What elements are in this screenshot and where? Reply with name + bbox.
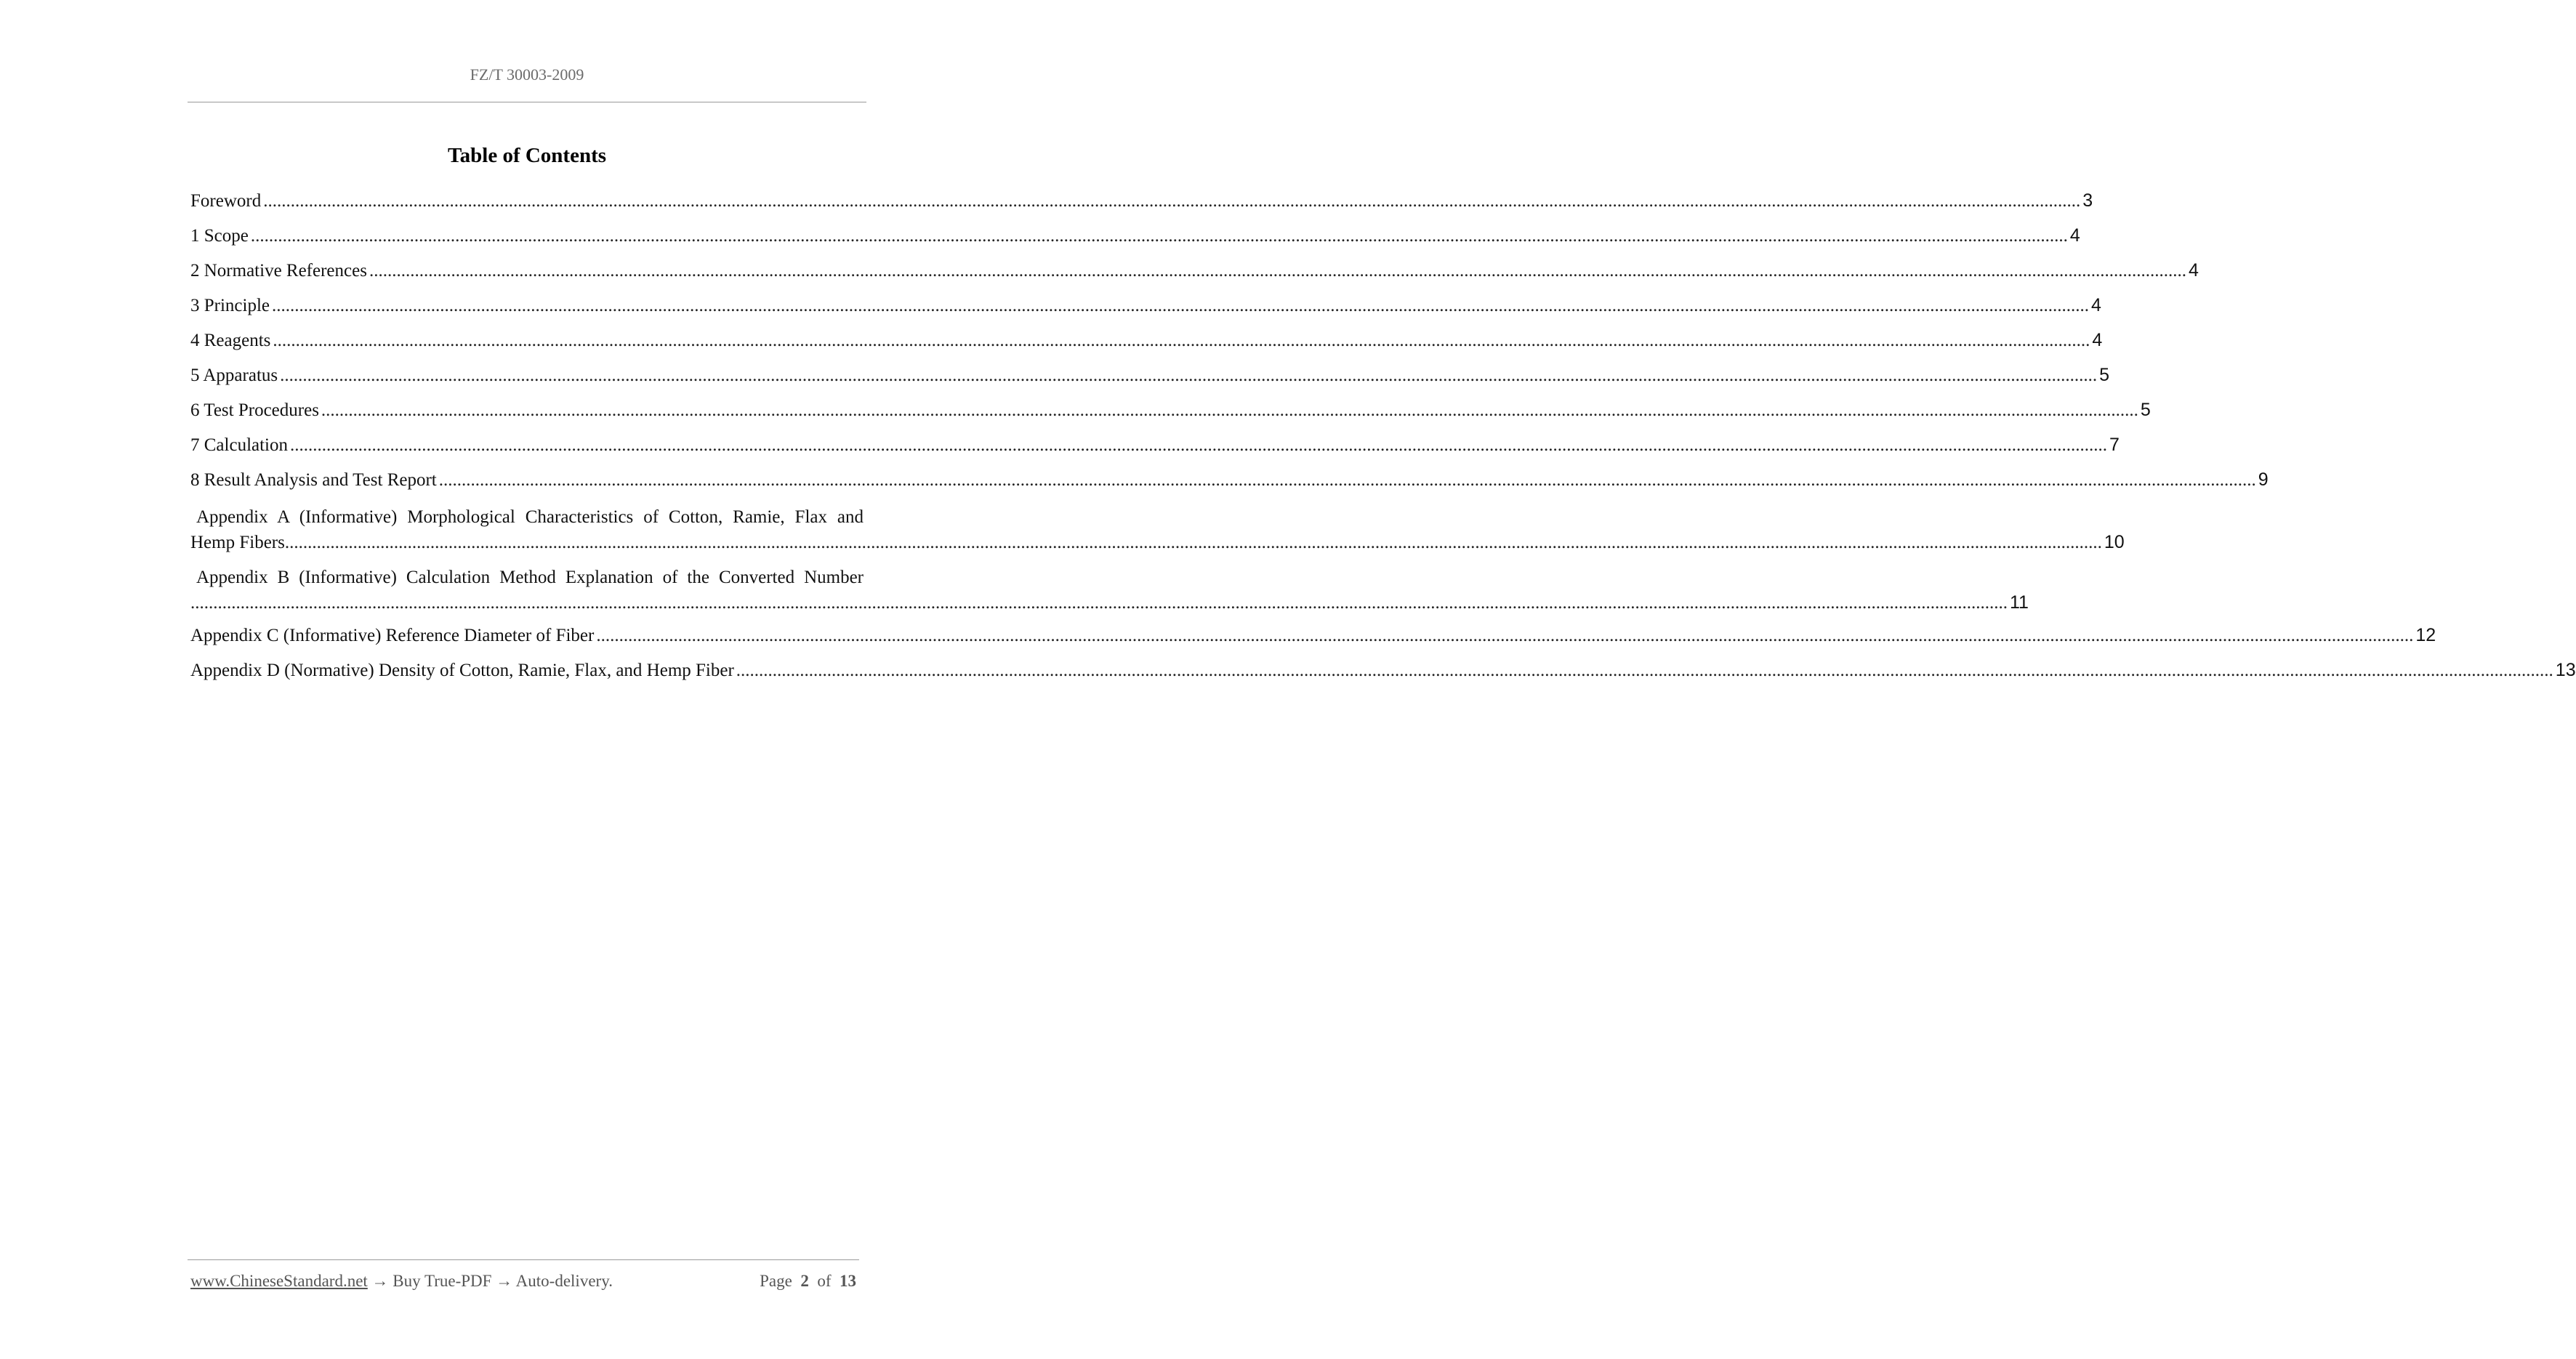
toc-entry-principle[interactable] <box>190 295 2101 330</box>
buy-true-pdf-text: Buy True-PDF <box>393 1272 492 1290</box>
toc-entry-page: 4 <box>2069 225 2080 246</box>
toc-entry-page: 9 <box>2258 469 2269 490</box>
dot-leader: ................................................................................................................................................................................................................................................................................................................................................................................................................ <box>284 533 2102 552</box>
toc-entry-label-line2: Hemp Fibers <box>190 533 285 552</box>
dot-leader: ................................................................................................................................................................................................................................................................................................................................................................................................................ <box>280 366 2098 385</box>
toc-entry-label: 6 Test Procedures <box>190 400 319 420</box>
toc-entry-foreword[interactable] <box>190 190 2093 225</box>
toc-entry-scope[interactable] <box>190 225 2080 260</box>
toc-entry-label: 2 Normative References <box>190 261 367 281</box>
toc-entry-appendix-a[interactable] <box>190 504 2125 565</box>
toc-entry-page: 5 <box>2140 400 2151 420</box>
dot-leader: ................................................................................................................................................................................................................................................................................................................................................................................................................ <box>321 400 2138 420</box>
dot-leader: ................................................................................................................................................................................................................................................................................................................................................................................................................ <box>250 226 2068 246</box>
footer-divider <box>188 1259 859 1260</box>
dot-leader: ................................................................................................................................................................................................................................................................................................................................................................................................................ <box>190 593 2008 613</box>
toc-entry-appendix-c[interactable] <box>190 625 2436 660</box>
toc-entry-test-procedures[interactable] <box>190 400 2151 435</box>
dot-leader: ................................................................................................................................................................................................................................................................................................................................................................................................................ <box>272 296 2090 315</box>
toc-entry-reagents[interactable] <box>190 330 2103 365</box>
dot-leader: ................................................................................................................................................................................................................................................................................................................................................................................................................ <box>596 626 2414 645</box>
toc-entry-label: Appendix D (Normative) Density of Cotton, Ramie, Flax, and Hemp Fiber <box>190 661 734 680</box>
toc-entry-label: 5 Apparatus <box>190 366 278 385</box>
toc-entry-label: 4 Reagents <box>190 331 271 350</box>
toc-entry-label: 7 Calculation <box>190 435 288 455</box>
toc-entry-page: 3 <box>2082 190 2093 211</box>
of-word: of <box>817 1272 832 1290</box>
toc-entry-label: Appendix C (Informative) Reference Diameter of Fiber <box>190 626 595 645</box>
arrow-icon: → <box>496 1272 513 1290</box>
dot-leader: ................................................................................................................................................................................................................................................................................................................................................................................................................ <box>290 435 2107 455</box>
toc-entry-page: 4 <box>2188 260 2199 281</box>
table-of-contents <box>190 190 2576 695</box>
toc-entry-page: 4 <box>2092 330 2103 350</box>
dot-leader: ................................................................................................................................................................................................................................................................................................................................................................................................................ <box>369 261 2186 281</box>
toc-entry-apparatus[interactable] <box>190 365 2110 400</box>
toc-entry-label-line1: Appendix A (Informative) Morphological Characteristics of Cotton, Ramie, Flax and <box>196 507 864 527</box>
toc-entry-label: 1 Scope <box>190 226 249 246</box>
toc-entry-page: 11 <box>2010 592 2029 613</box>
dot-leader: ................................................................................................................................................................................................................................................................................................................................................................................................................ <box>736 661 2553 680</box>
toc-entry-result-analysis[interactable] <box>190 469 2269 504</box>
toc-entry-label: 3 Principle <box>190 296 270 315</box>
toc-entry-page: 13 <box>2555 660 2576 680</box>
document-code-header: FZ/T 30003-2009 <box>470 65 584 84</box>
toc-entry-label-line1: Appendix B (Informative) Calculation Method Explanation of the Converted Number <box>196 568 864 587</box>
toc-title: Table of Contents <box>447 144 607 167</box>
toc-entry-normative-references[interactable] <box>190 260 2199 295</box>
toc-entry-appendix-b[interactable] <box>190 565 2029 625</box>
toc-entry-label: Foreword <box>190 191 262 211</box>
arrow-icon: → <box>371 1272 389 1290</box>
toc-entry-calculation[interactable] <box>190 435 2120 469</box>
page-indicator <box>760 1272 856 1291</box>
website-link[interactable]: www.ChineseStandard.net <box>190 1272 368 1290</box>
page-word: Page <box>760 1272 792 1290</box>
dot-leader: ................................................................................................................................................................................................................................................................................................................................................................................................................ <box>438 470 2256 490</box>
auto-delivery-text: Auto-delivery. <box>515 1272 613 1290</box>
toc-entry-page: 10 <box>2104 532 2125 552</box>
toc-entry-page: 4 <box>2091 295 2101 315</box>
dot-leader: ................................................................................................................................................................................................................................................................................................................................................................................................................ <box>273 331 2090 350</box>
toc-entry-page: 5 <box>2099 365 2110 385</box>
toc-entry-page: 12 <box>2415 625 2436 645</box>
toc-entry-appendix-d[interactable] <box>190 660 2576 695</box>
toc-entry-label: 8 Result Analysis and Test Report <box>190 470 437 490</box>
total-pages: 13 <box>840 1272 856 1290</box>
dot-leader: ................................................................................................................................................................................................................................................................................................................................................................................................................ <box>263 191 2081 211</box>
toc-entry-page: 7 <box>2109 435 2120 455</box>
current-page: 2 <box>800 1272 809 1290</box>
